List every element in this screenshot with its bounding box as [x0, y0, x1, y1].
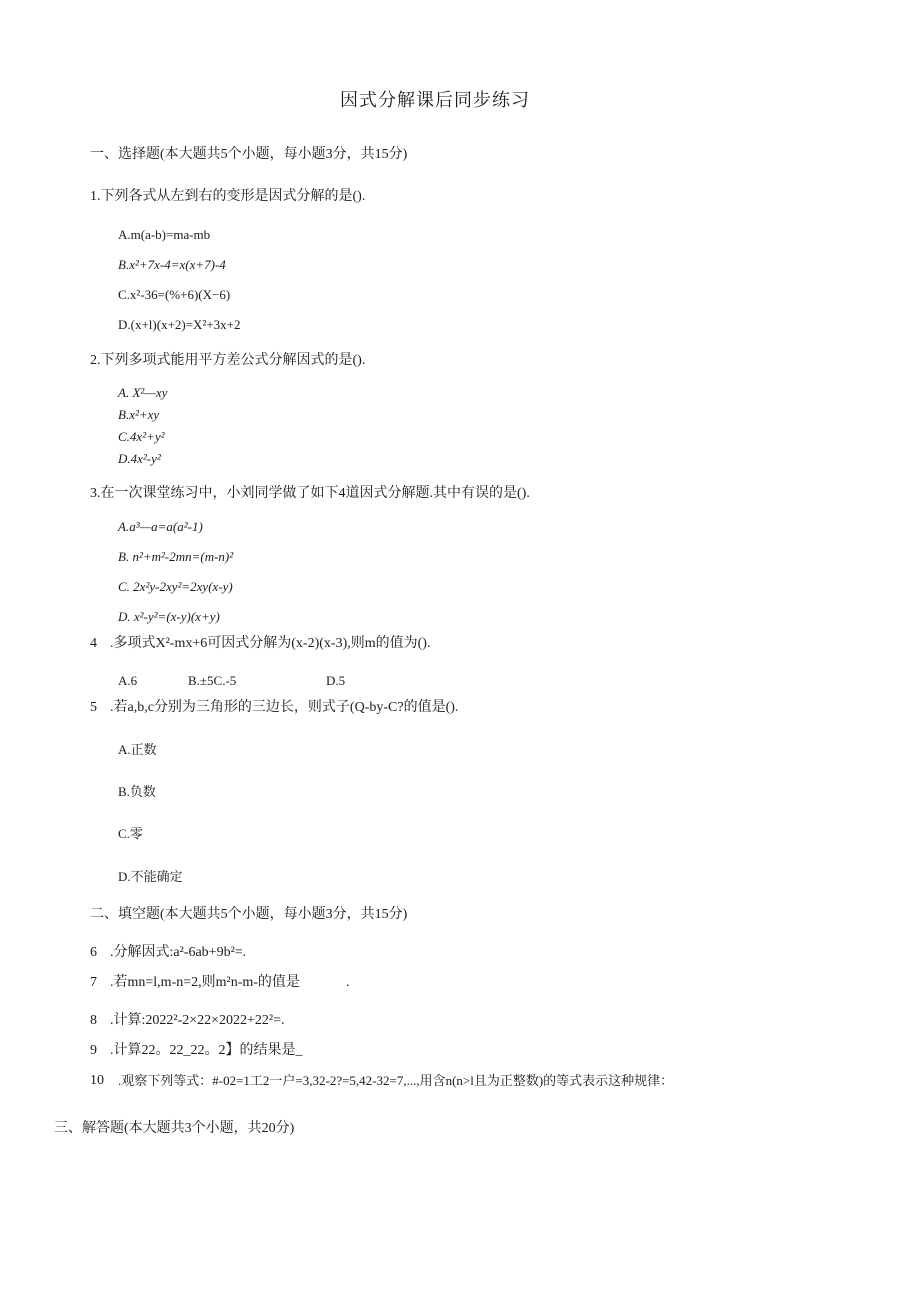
question-9-number: 9 [90, 1043, 97, 1058]
question-7-line [110, 976, 349, 990]
question-1-option-a: A.m(a-b)=ma-mb [118, 227, 211, 242]
question-2-option-b: B.x²+xy [118, 407, 160, 422]
section-heading-choice: 一、选择题(本大题共5个小题，每小题3分，共15分) [90, 147, 408, 162]
question-1-option-b: B.x²+7x-4=x(x+7)-4 [118, 257, 226, 272]
question-3-stem: 3.在一次课堂练习中，小刘同学做了如下4道因式分解题.其中有误的是(). [90, 486, 530, 501]
question-10-text: .观察下列等式：#-02=1工2一户=3,32-2?=5,42-32=7,...,用含n(n>l且为正整数)的等式表示这种规律： [118, 1073, 674, 1088]
question-7-tail: . [345, 975, 350, 990]
question-1-stem: 1.下列各式从左到右的变形是因式分解的是(). [90, 189, 366, 204]
question-7-text: .若mn=l,m-n=2,则m²n-m-的值是 [110, 975, 300, 990]
question-5-stem: .若a,b,c分别为三角形的三边长，则式子(Q-by-C?的值是(). [110, 700, 459, 715]
question-2-stem: 2.下列多项式能用平方差公式分解因式的是(). [90, 353, 366, 368]
question-3-option-c: C. 2x²y-2xy²=2xy(x-y) [118, 579, 233, 594]
question-8-text: .计算:2022²-2×22×2022+22²=. [110, 1013, 285, 1028]
question-9-text: .计算22。22_22。2】的结果是_ [110, 1043, 303, 1058]
question-2-option-d: D.4x²-y² [118, 451, 161, 466]
section-heading-answer: 三、解答题(本大题共3个小题，共20分) [54, 1121, 295, 1136]
question-2-option-a: A. X²—xy [118, 385, 168, 400]
question-5-option-c: C.零 [118, 826, 143, 841]
question-5-option-d: D.不能确定 [118, 869, 183, 884]
question-5-option-b: B.负数 [118, 784, 156, 799]
question-4-stem: .多项式X²-mx+6可因式分解为(x-2)(x-3),则m的值为(). [110, 636, 431, 651]
question-6-text: .分解因式:a²-6ab+9b²=. [110, 945, 247, 960]
section-heading-fill: 二、填空题(本大题共5个小题，每小题3分，共15分) [90, 907, 408, 922]
question-2-option-c: C.4x²+y² [118, 429, 165, 444]
question-5-number: 5 [90, 700, 97, 715]
question-4-option-a: A.6 [118, 673, 138, 688]
question-4-number: 4 [90, 636, 97, 651]
page-title: 因式分解课后同步练习 [340, 90, 530, 111]
question-6-number: 6 [90, 945, 97, 960]
question-3-option-a: A.a³—a=a(a²-1) [118, 519, 203, 534]
question-3-option-b: B. n²+m²-2mn=(m-n)² [118, 549, 234, 564]
question-4-option-d: D.5 [326, 673, 346, 688]
question-1-option-c: C.x²-36=(%+6)(X−6) [118, 287, 231, 302]
question-1-option-d: D.(x+l)(x+2)=X²+3x+2 [118, 317, 241, 332]
question-8-number: 8 [90, 1013, 97, 1028]
question-5-option-a: A.正数 [118, 742, 157, 757]
question-3-option-d: D. x²-y²=(x-y)(x+y) [118, 609, 220, 624]
question-10-number: 10 [90, 1073, 104, 1088]
question-7-number: 7 [90, 975, 97, 990]
question-4-option-bc: B.±5C.-5 [188, 673, 237, 688]
